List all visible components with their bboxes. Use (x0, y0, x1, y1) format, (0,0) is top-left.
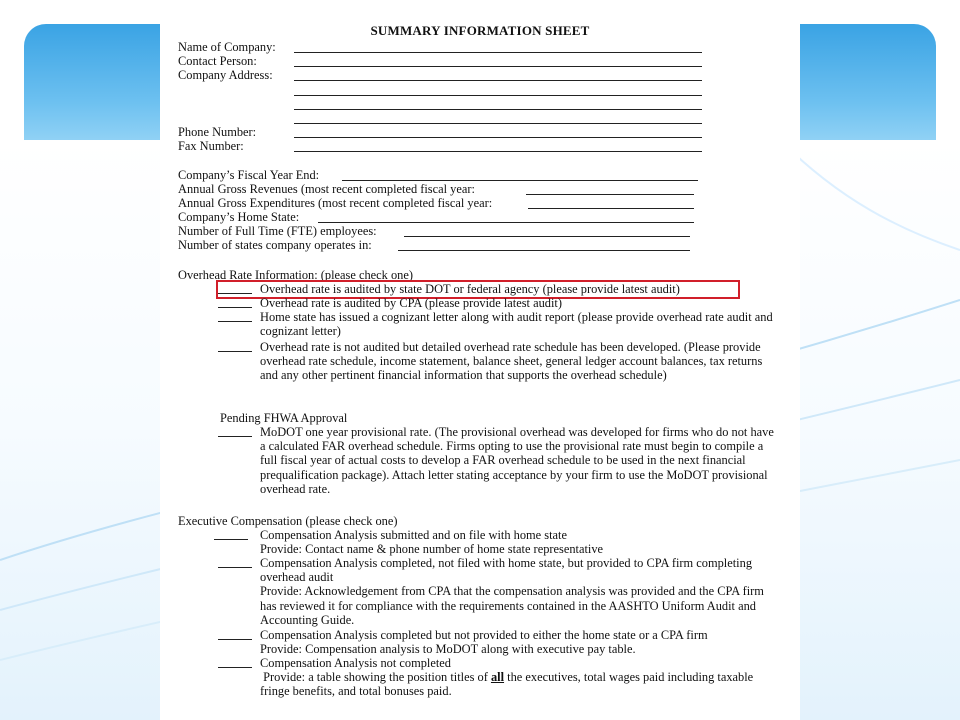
fhwa-option-text: MoDOT one year provisional rate. (The provisional overhead was developed for firms who do not have a calculated FAR overhead schedule. Firms opting to use the provisional rate must begin to compile a full fiscal year of actual costs to develop a FAR overhead schedule to be used in the next financial prequalification package). Attach letter stating acceptance by your firm to use the MoDOT provisional overhead rate. (260, 425, 774, 496)
exec-option-3-line-b: Provide: Compensation analysis to MoDOT along with executive pay table. (260, 642, 636, 657)
company-address-label: Company Address: (178, 68, 273, 82)
check-blank[interactable] (214, 528, 248, 540)
home-state-label: Company’s Home State: (178, 210, 300, 224)
check-blank[interactable] (218, 628, 252, 640)
contact-person-line (294, 66, 702, 67)
states-operates-in-line (398, 250, 690, 251)
fte-employees-label: Number of Full Time (FTE) employees: (178, 224, 377, 238)
fax-number-label: Fax Number: (178, 139, 244, 153)
exec-option-4-line-a: Compensation Analysis not completed (260, 656, 452, 670)
exec-option-1-line-a: Compensation Analysis submitted and on file with home state (260, 528, 567, 542)
fiscal-year-end-line (342, 180, 698, 181)
exec-option-2-line-a: Compensation Analysis completed, not filed with home state, but provided to CPA firm completing overhead audit (260, 556, 753, 585)
document-page (160, 6, 800, 720)
overhead-option-4 (218, 340, 778, 398)
check-blank[interactable] (218, 310, 252, 322)
overhead-option-3-text: Home state has issued a cognizant letter along with audit report (please provide overhead rate audit and cognizant letter) (260, 310, 773, 339)
annual-gross-expenditures-line (528, 208, 694, 209)
fhwa-option (218, 425, 778, 497)
annual-gross-expenditures-label: Annual Gross Expenditures (most recent completed fiscal year: (178, 196, 493, 210)
overhead-option-3 (218, 310, 778, 338)
overhead-option-1 (218, 282, 778, 296)
overhead-heading: Overhead Rate Information: (please check one) (178, 268, 413, 282)
check-blank[interactable] (218, 340, 252, 352)
annual-gross-revenues-label: Annual Gross Revenues (most recent completed fiscal year: (178, 182, 475, 196)
home-state-line (318, 222, 694, 223)
states-operates-in-label: Number of states company operates in: (178, 238, 372, 252)
overhead-option-2-text: Overhead rate is audited by CPA (please provide latest audit) (260, 296, 562, 310)
fax-number-line (294, 151, 702, 152)
check-blank[interactable] (218, 656, 252, 668)
name-of-company-label: Name of Company: (178, 40, 276, 54)
phone-number-label: Phone Number: (178, 125, 257, 139)
company-address-line-4 (294, 123, 702, 124)
company-address-line-2 (294, 95, 702, 96)
check-blank[interactable] (218, 556, 252, 568)
exec-heading: Executive Compensation (please check one) (178, 514, 398, 528)
fte-employees-line (404, 236, 690, 237)
exec-option-3 (218, 628, 778, 656)
overhead-option-2 (218, 296, 778, 310)
exec-option-3-line-a: Compensation Analysis completed but not provided to either the home state or a CPA firm (260, 628, 708, 642)
check-blank[interactable] (218, 425, 252, 437)
exec-option-4 (218, 656, 778, 700)
check-blank[interactable] (218, 296, 252, 308)
overhead-option-1-text: Overhead rate is audited by state DOT or federal agency (please provide latest audit) (260, 282, 680, 296)
exec-option-4-line-b (260, 670, 780, 698)
phone-number-line (294, 137, 702, 138)
fhwa-heading: Pending FHWA Approval (220, 411, 348, 425)
company-address-line-3 (294, 109, 702, 110)
fiscal-year-end-label: Company’s Fiscal Year End: (178, 168, 320, 182)
annual-gross-revenues-line (526, 194, 694, 195)
exec-option-4-pre: Provide: a table showing the position titles of (263, 670, 488, 685)
name-of-company-line (294, 52, 702, 53)
exec-option-2-line-b: Provide: Acknowledgement from CPA that the compensation analysis was provided and the CPA firm has reviewed it for compliance with the requirements contained in the AASHTO Uniform Audit and Accounting Guide. (260, 584, 764, 627)
check-blank[interactable] (218, 282, 252, 294)
page-title: SUMMARY INFORMATION SHEET (370, 23, 590, 38)
exec-option-4-post: the executives, total wages paid including taxable fringe benefits, and total bonuses paid. (260, 670, 754, 699)
exec-option-4-bold: all (490, 670, 505, 685)
overhead-option-4-text: Overhead rate is not audited but detailed overhead rate schedule has been developed. (Please provide overhead rate schedule, income statement, balance sheet, general ledger account balances, tax returns and any other pertinent financial information that supports the overhead schedule) (260, 340, 763, 383)
exec-option-1-line-b: Provide: Contact name & phone number of home state representative (260, 542, 604, 557)
company-address-line (294, 80, 702, 81)
contact-person-label: Contact Person: (178, 54, 257, 68)
exec-option-1 (214, 528, 774, 556)
